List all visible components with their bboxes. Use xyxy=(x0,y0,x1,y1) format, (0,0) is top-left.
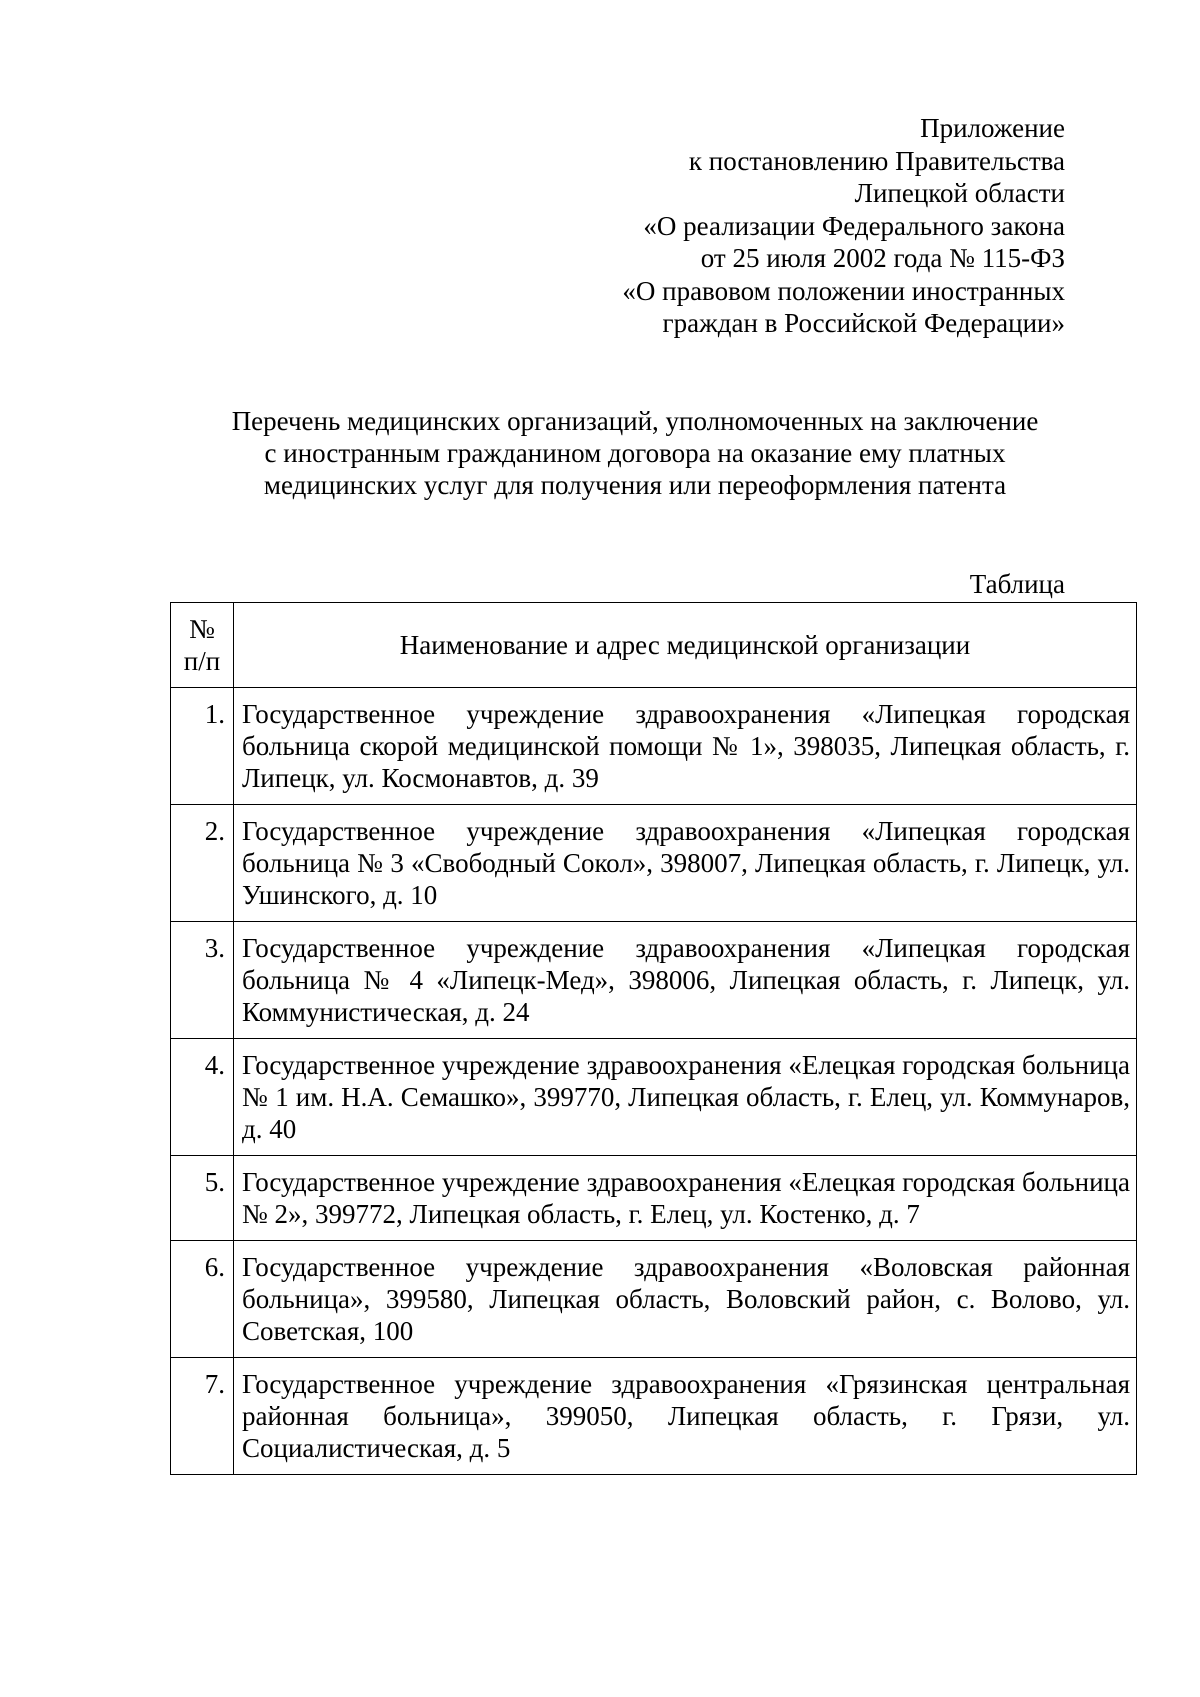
row-number: 3. xyxy=(171,922,234,1039)
organizations-table xyxy=(170,602,1137,1475)
header-number-symbol: № xyxy=(189,614,215,644)
row-organization: Государственное учреждение здравоохранения «Елецкая городская больница № 2», 399772, Липецкая область, г. Елец, ул. Костенко, д. 7 xyxy=(234,1156,1137,1241)
table-row xyxy=(171,688,1137,805)
row-organization: Государственное учреждение здравоохранения «Липецкая городская больница № 4 «Липецк-Мед», 398006, Липецкая область, г. Липецк, ул. Коммунистическая, д. 24 xyxy=(234,922,1137,1039)
table-row xyxy=(171,1156,1137,1241)
row-number: 1. xyxy=(171,688,234,805)
row-number: 5. xyxy=(171,1156,234,1241)
row-organization: Государственное учреждение здравоохранения «Воловская районная больница», 399580, Липецкая область, Воловский район, с. Волово, ул. Советская, 100 xyxy=(234,1241,1137,1358)
table-header-row xyxy=(171,603,1137,688)
title-line: Перечень медицинских организаций, уполномоченных на заключение xyxy=(231,406,1039,436)
row-number: 4. xyxy=(171,1039,234,1156)
table-row xyxy=(171,1358,1137,1475)
header-number-abbrev: п/п xyxy=(183,646,221,676)
row-number: 2. xyxy=(171,805,234,922)
row-organization: Государственное учреждение здравоохранения «Липецкая городская больница № 3 «Свободный Сокол», 398007, Липецкая область, г. Липецк, ул. Ушинского, д. 10 xyxy=(234,805,1137,922)
row-number: 7. xyxy=(171,1358,234,1475)
table-row xyxy=(171,1241,1137,1358)
row-organization: Государственное учреждение здравоохранения «Липецкая городская больница скорой медицинской помощи № 1», 398035, Липецкая область, г. Липецк, ул. Космонавтов, д. 39 xyxy=(234,688,1137,805)
appendix-line: «О правовом положении иностранных xyxy=(622,275,1065,306)
appendix-line: от 25 июля 2002 года № 115-ФЗ xyxy=(700,243,1065,273)
appendix-line: Липецкой области xyxy=(854,178,1065,208)
row-number: 6. xyxy=(171,1241,234,1358)
table-row xyxy=(171,805,1137,922)
table-caption: Таблица xyxy=(969,569,1065,599)
appendix-line: граждан в Российской Федерации» xyxy=(662,308,1065,338)
row-organization: Государственное учреждение здравоохранения «Елецкая городская больница № 1 им. Н.А. Семашко», 399770, Липецкая область, г. Елец, ул. Коммунаров, д. 40 xyxy=(234,1039,1137,1156)
appendix-line: «О реализации Федерального закона xyxy=(643,210,1065,241)
header-name: Наименование и адрес медицинской организации xyxy=(234,603,1137,688)
title-line: медицинских услуг для получения или переоформления патента xyxy=(263,470,1007,500)
title-line: с иностранным гражданином договора на оказание ему платных xyxy=(264,438,1006,468)
document-title xyxy=(200,405,1070,501)
table-row xyxy=(171,922,1137,1039)
appendix-block xyxy=(622,112,1065,340)
appendix-line: Приложение xyxy=(920,113,1065,143)
row-organization: Государственное учреждение здравоохранения «Грязинская центральная районная больница», 399050, Липецкая область, г. Грязи, ул. Социалистическая, д. 5 xyxy=(234,1358,1137,1475)
header-number xyxy=(171,603,234,688)
table-row xyxy=(171,1039,1137,1156)
appendix-line: к постановлению Правительства xyxy=(688,145,1065,176)
